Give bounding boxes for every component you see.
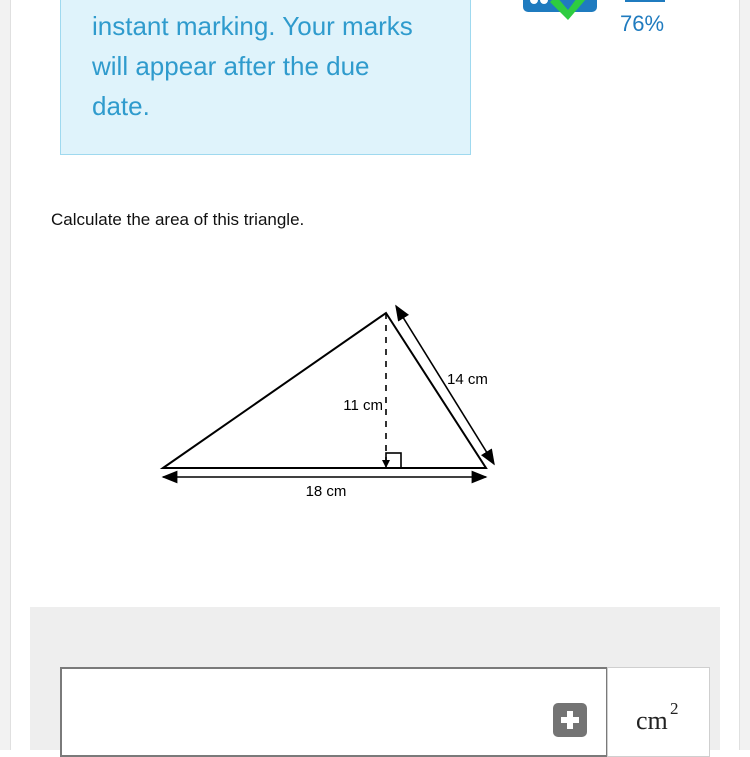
- score-underline: [625, 0, 665, 2]
- triangle-shape: [163, 313, 486, 468]
- unit-label-box: [607, 667, 710, 757]
- marking-notice-line-2: will appear after the due: [92, 51, 370, 81]
- checkmark-badge-icon: [522, 0, 602, 24]
- insert-symbol-button[interactable]: [553, 703, 587, 737]
- page-margin-right: [739, 0, 750, 750]
- unit-exponent: 2: [670, 699, 679, 718]
- unit-text: cm: [636, 706, 668, 735]
- answer-input[interactable]: [60, 667, 608, 757]
- page-margin-left: [0, 0, 11, 750]
- side-label: 14 cm: [447, 371, 488, 388]
- triangle-diagram: [150, 300, 510, 510]
- marking-notice-line-3: date.: [92, 91, 150, 121]
- marking-notice-line-1: instant marking. Your marks: [92, 11, 413, 41]
- question-text: Calculate the area of this triangle.: [51, 210, 305, 229]
- base-label: 18 cm: [305, 483, 347, 500]
- plus-icon: [559, 709, 581, 731]
- marking-notice-box: [60, 0, 471, 155]
- height-label: 11 cm: [343, 397, 383, 414]
- score-percent: 76%: [620, 11, 665, 36]
